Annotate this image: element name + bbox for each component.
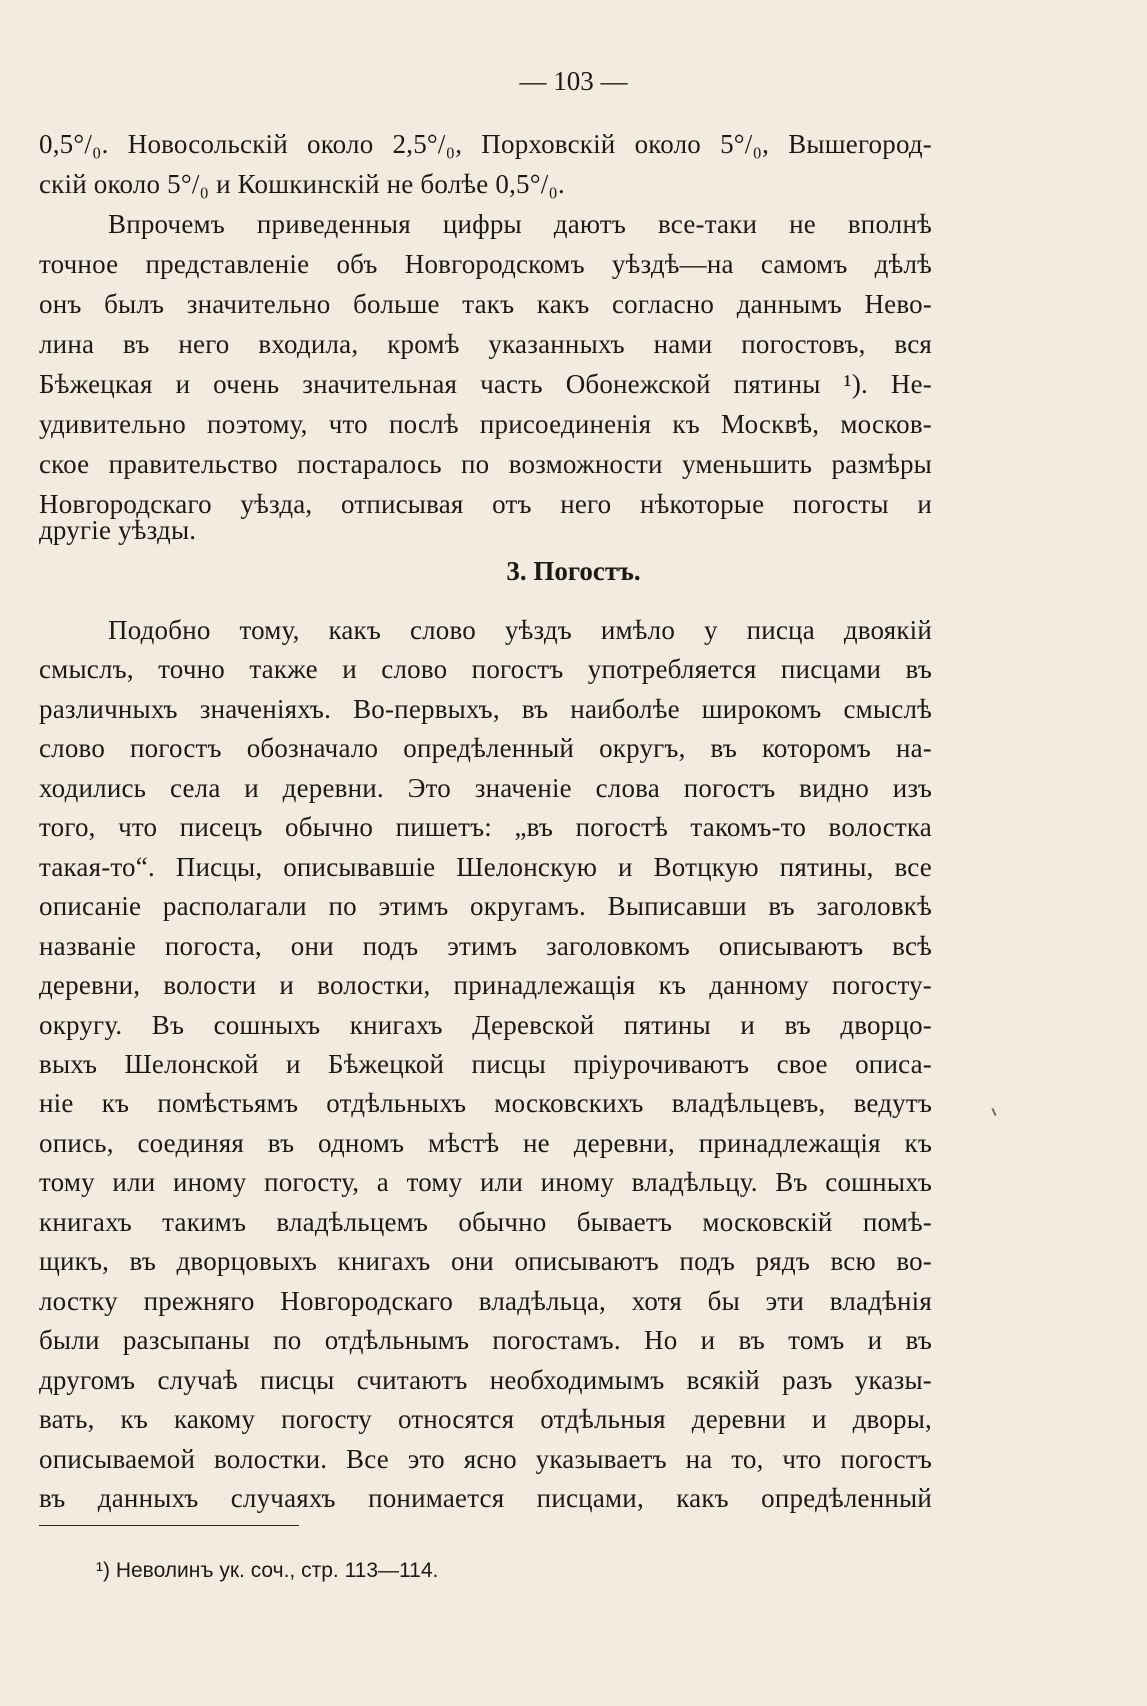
text-line: ніе къ помѣстьямъ отдѣльныхъ московскихъ владѣльцевъ, ведутъ <box>39 1088 932 1118</box>
text-line: выхъ Шелонской и Бѣжецкой писцы пріурочиваютъ свое описа- <box>39 1049 932 1079</box>
text-line: лостку прежняго Новгородскаго владѣльца, хотя бы эти владѣнія <box>39 1286 932 1316</box>
text-line: щикъ, въ дворцовыхъ книгахъ они описываютъ подъ рядъ всю во- <box>39 1246 932 1276</box>
text-line: опись, соединяя въ одномъ мѣстѣ не деревни, принадлежащія къ <box>39 1128 932 1158</box>
text-line: точное представленіе объ Новгородскомъ уѣздѣ—на самомъ дѣлѣ <box>39 249 932 279</box>
text-line: 0,5°/₀. Новосольскій около 2,5°/₀, Порховскій около 5°/₀, Вышегород- <box>39 129 932 159</box>
text-line: того, что писецъ обычно пишетъ: „въ погостѣ такомъ-то волостка <box>39 812 932 842</box>
text-line: были разсыпаны по отдѣльнымъ погостамъ. Но и въ томъ и въ <box>39 1325 932 1355</box>
text-line: Бѣжецкая и очень значительная часть Обонежской пятины ¹). Не- <box>39 369 932 399</box>
text-line: слово погостъ обозначало опредѣленный округъ, въ которомъ на- <box>39 733 932 763</box>
text-line: описываемой волостки. Все это ясно указываетъ на то, что погостъ <box>39 1444 932 1474</box>
text-line: различныхъ значеніяхъ. Во-первыхъ, въ наиболѣе широкомъ смыслѣ <box>39 694 932 724</box>
print-speck <box>991 1108 996 1116</box>
text-line: Новгородскаго уѣзда, отписывая отъ него нѣкоторые погосты и <box>39 489 932 519</box>
text-line: названіе погоста, они подъ этимъ заголовкомъ описываютъ всѣ <box>39 931 932 961</box>
text-line: такая-то“. Писцы, описывавшіе Шелонскую и Вотцкую пятины, все <box>39 852 932 882</box>
text-line: ское правительство постаралось по возможности уменьшить размѣры <box>39 449 932 479</box>
page-number: — 103 — <box>519 66 628 96</box>
text-line: ходились села и деревни. Это значеніе слова погостъ видно изъ <box>39 773 932 803</box>
footnote-rule <box>39 1525 299 1526</box>
section-heading: 3. Погостъ. <box>506 556 641 586</box>
text-line: книгахъ такимъ владѣльцемъ обычно бываетъ московскій помѣ- <box>39 1207 932 1237</box>
text-line: въ данныхъ случаяхъ понимается писцами, какъ опредѣленный <box>39 1483 932 1513</box>
text-line: округу. Въ сошныхъ книгахъ Деревской пятины и въ дворцо- <box>39 1010 932 1040</box>
text-line: онъ былъ значительно больше такъ какъ согласно даннымъ Нево- <box>39 289 932 319</box>
text-line: смыслъ, точно также и слово погостъ употребляется писцами въ <box>39 654 932 684</box>
text-line: удивительно поэтому, что послѣ присоединенія къ Москвѣ, москов- <box>39 409 932 439</box>
text-line: скій около 5°/₀ и Кошкинскій не болѣе 0,5°/₀. <box>39 169 565 199</box>
text-line: другіе уѣзды. <box>39 515 197 545</box>
text-line: Впрочемъ приведенныя цифры даютъ все-таки не вполнѣ <box>108 209 932 239</box>
footnote: ¹) Неволинъ ук. соч., стр. 113—114. <box>96 1559 439 1582</box>
text-line: вать, къ какому погосту относятся отдѣльныя деревни и дворы, <box>39 1404 932 1434</box>
text-line: другомъ случаѣ писцы считаютъ необходимымъ всякій разъ указы- <box>39 1365 932 1395</box>
text-line: тому или иному погосту, а тому или иному владѣльцу. Въ сошныхъ <box>39 1167 932 1197</box>
text-line: деревни, волости и волостки, принадлежащія къ данному погосту- <box>39 970 932 1000</box>
text-line: лина въ него входила, кромѣ указанныхъ нами погостовъ, вся <box>39 329 932 359</box>
text-line: Подобно тому, какъ слово уѣздъ имѣло у писца двоякій <box>108 615 932 645</box>
text-line: описаніе располагали по этимъ округамъ. Выписавши въ заголовкѣ <box>39 891 932 921</box>
